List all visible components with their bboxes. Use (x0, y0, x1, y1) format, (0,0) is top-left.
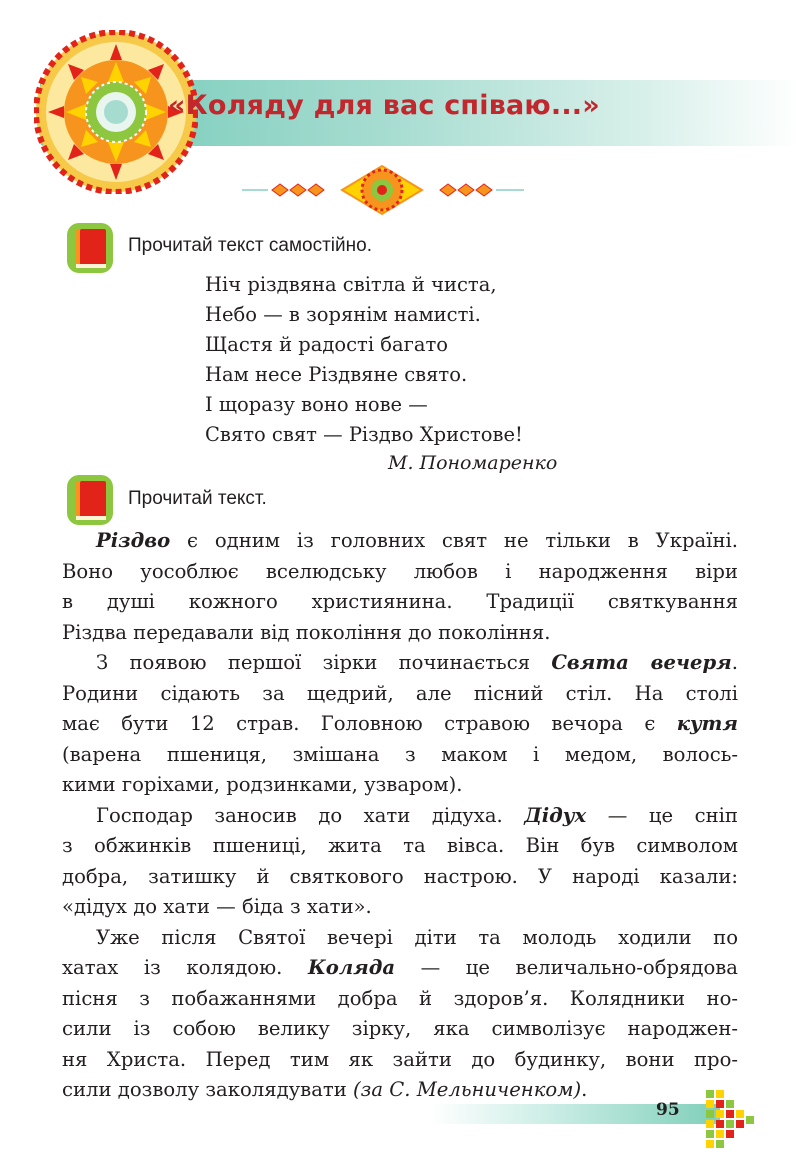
poem-author: М. Пономаренко (388, 452, 558, 474)
book-icon (66, 474, 114, 526)
text-line: добра, затишку й святкового настрою. У народі казали: (62, 864, 738, 888)
source-attribution: (за С. Мельниченком) (353, 1078, 582, 1101)
text-line: в душі кожного християнина. Традиції святкування (62, 590, 738, 613)
term-rizdvo: Різдво (96, 529, 171, 552)
text-line: сили дозволу заколядувати (за С. Мельниченком). (62, 1078, 588, 1101)
text-line: Різдва передавали від покоління до покоління. (62, 620, 551, 644)
text-line: (варена пшениця, змішана з маком і медом, волось- (62, 742, 738, 766)
text-line: пісня з побажаннями добра й здоров’я. Колядники но- (62, 986, 738, 1010)
decorative-ornament-icon (232, 160, 532, 220)
book-icon (66, 222, 114, 274)
corner-ornament-icon (696, 1080, 766, 1160)
term-koliada: Коляда (307, 956, 396, 979)
text-line: має бути 12 страв. Головною стравою вечора є кутя (62, 712, 738, 735)
poem-line: Щастя й радості багато (205, 333, 449, 356)
poem-line: Свято свят — Різдво Христове! (205, 423, 523, 446)
text-line: кими горіхами, родзинками, узваром). (62, 773, 463, 796)
text-line: Різдво є одним із головних свят не тільки в Україні. (96, 529, 738, 552)
poem-line: І щоразу воно нове — (205, 393, 428, 416)
text-line: Уже після Святої вечері діти та молодь ходили по (96, 925, 738, 949)
text-line: З появою першої зірки починається Свята вечеря. (96, 651, 738, 674)
text-line: Воно уособлює вселюдську любов і народження віри (62, 559, 738, 583)
poem (205, 270, 523, 450)
term-kutia: кутя (676, 712, 738, 735)
text-line: «дідух до хати — біда з хати». (62, 895, 372, 918)
text-line: Господар заносив до хати дідуха. Дідух — це сніп (96, 803, 738, 827)
text-line: Родини сідають за щедрий, але пісний стіл. На столі (62, 681, 738, 705)
text-line: з обжинків пшениці, жита та вівса. Він був символом (62, 834, 738, 857)
term-sviata-vecheria: Свята вечеря (551, 651, 732, 674)
page-number: 95 (656, 1100, 680, 1120)
poem-line: Небо — в зорянім намисті. (205, 303, 481, 326)
text-line: ня Христа. Перед тим як зайти до будинку, вони про- (62, 1047, 738, 1071)
term-didukh: Дідух (524, 803, 587, 827)
instruction-read-independently: Прочитай текст самостійно. (128, 235, 372, 256)
text-line: сили із собою велику зірку, яка символізує народжен- (62, 1017, 738, 1040)
poem-line: Ніч різдвяна світла й чиста, (205, 273, 497, 296)
text-line: хатах із колядою. Коляда — це величально-обрядова (62, 956, 738, 979)
instruction-read-text: Прочитай текст. (128, 488, 267, 509)
page-title: «Коляду для вас співаю...» (168, 90, 600, 121)
prose-text (62, 526, 738, 1106)
poem-line: Нам несе Різдвяне свято. (205, 363, 468, 386)
